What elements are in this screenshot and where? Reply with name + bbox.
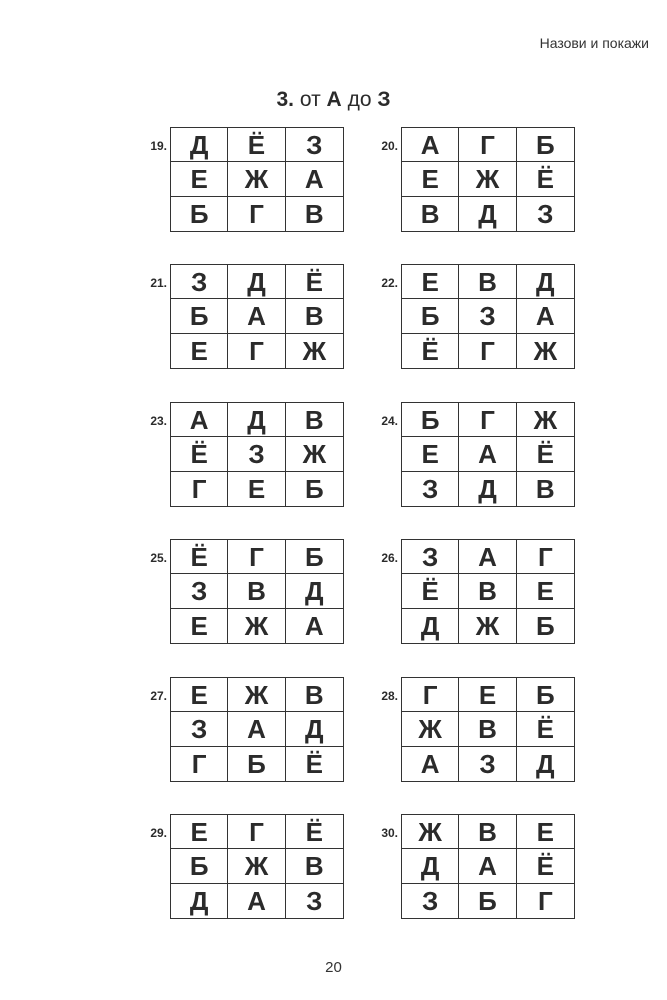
- letter-cell: А: [402, 747, 459, 781]
- letter-cell: Б: [517, 128, 574, 162]
- letter-cell: З: [537, 198, 554, 229]
- letter-grid: [170, 264, 344, 369]
- exercise-number: 24.: [381, 414, 398, 428]
- letter-grid: [170, 677, 344, 782]
- letter-cell: Ж: [402, 815, 459, 849]
- exercise-block: [368, 677, 667, 785]
- letter-cell: В: [286, 403, 343, 437]
- letter-cell: Ё: [402, 334, 459, 368]
- exercise-number: 19.: [150, 139, 167, 153]
- exercise-number: 27.: [150, 689, 167, 703]
- letter-cell: Ё: [228, 128, 285, 162]
- letter-cell: Г: [228, 334, 285, 368]
- letter-cell: Е: [402, 162, 459, 196]
- exercise-block: [368, 539, 667, 647]
- section-title: [0, 88, 667, 112]
- letter-cell: В: [459, 574, 516, 608]
- letter-cell: Б: [171, 849, 228, 883]
- letter-cell: В: [459, 265, 516, 299]
- letter-cell: Б: [304, 473, 324, 504]
- letter-cell: Ж: [302, 335, 327, 366]
- section-middle: до: [347, 88, 372, 111]
- letter-cell: Б: [517, 678, 574, 712]
- running-header: Назови и покажи: [539, 35, 649, 51]
- exercise-block: [368, 402, 667, 510]
- letter-cell: Б: [459, 884, 516, 918]
- exercise-block: [368, 127, 667, 235]
- letter-cell: Ж: [533, 335, 558, 366]
- letter-cell: В: [459, 712, 516, 746]
- letter-grid: [170, 814, 344, 919]
- letter-cell: Г: [537, 885, 553, 916]
- letter-cell: А: [517, 299, 574, 333]
- letter-cell: Ё: [517, 849, 574, 883]
- letter-cell: В: [286, 299, 343, 333]
- letter-cell: Д: [402, 609, 459, 643]
- letter-cell: Ж: [228, 609, 285, 643]
- letter-cell: Д: [517, 265, 574, 299]
- letter-cell: Г: [228, 815, 285, 849]
- letter-grid: [401, 264, 575, 369]
- exercise-number: 22.: [381, 276, 398, 290]
- letter-cell: Г: [459, 128, 516, 162]
- letter-cell: Ж: [286, 437, 343, 471]
- letter-cell: Ё: [517, 162, 574, 196]
- letter-cell: Е: [402, 437, 459, 471]
- letter-cell: А: [402, 128, 459, 162]
- exercise-number: 23.: [150, 414, 167, 428]
- letter-cell: Д: [286, 712, 343, 746]
- letter-cell: Ж: [459, 162, 516, 196]
- section-range-start: А: [326, 88, 342, 111]
- letter-cell: Е: [228, 472, 285, 506]
- letter-cell: Б: [286, 540, 343, 574]
- letter-cell: Д: [402, 849, 459, 883]
- letter-cell: Г: [171, 472, 228, 506]
- letter-cell: З: [459, 747, 516, 781]
- exercise-number: 30.: [381, 826, 398, 840]
- letter-cell: Ё: [286, 265, 343, 299]
- letter-cell: Ж: [228, 678, 285, 712]
- letter-cell: З: [286, 128, 343, 162]
- section-range-end: З: [377, 88, 391, 111]
- letter-cell: Е: [517, 574, 574, 608]
- letter-cell: Ё: [517, 437, 574, 471]
- letter-cell: З: [402, 472, 459, 506]
- letter-cell: В: [304, 198, 324, 229]
- letter-cell: З: [171, 265, 228, 299]
- exercise-number: 26.: [381, 551, 398, 565]
- letter-cell: Г: [517, 540, 574, 574]
- letter-cell: Е: [171, 609, 228, 643]
- letter-cell: Г: [459, 334, 516, 368]
- letter-cell: Ё: [517, 712, 574, 746]
- page-number: 20: [325, 959, 342, 976]
- letter-cell: Е: [402, 265, 459, 299]
- letter-cell: Ж: [402, 712, 459, 746]
- letter-cell: Д: [228, 403, 285, 437]
- letter-cell: А: [228, 299, 285, 333]
- letter-cell: Е: [171, 334, 228, 368]
- letter-cell: Ё: [171, 437, 228, 471]
- letter-cell: З: [171, 574, 228, 608]
- letter-grid: [401, 127, 575, 232]
- letter-cell: Ж: [459, 609, 516, 643]
- letter-cell: Б: [402, 403, 459, 437]
- letter-grid: [170, 402, 344, 507]
- letter-cell: Г: [402, 678, 459, 712]
- letter-cell: Д: [171, 128, 228, 162]
- letter-cell: Е: [171, 162, 228, 196]
- letter-cell: Ж: [228, 849, 285, 883]
- letter-cell: Б: [535, 610, 555, 641]
- letter-cell: З: [171, 712, 228, 746]
- letter-cell: Б: [171, 299, 228, 333]
- letter-cell: В: [459, 815, 516, 849]
- letter-cell: Г: [228, 540, 285, 574]
- letter-cell: Г: [459, 403, 516, 437]
- letter-cell: А: [459, 437, 516, 471]
- letter-cell: Д: [459, 472, 516, 506]
- letter-grid: [170, 539, 344, 644]
- letter-cell: А: [228, 712, 285, 746]
- exercise-number: 25.: [150, 551, 167, 565]
- letter-grid: [401, 539, 575, 644]
- letter-cell: З: [306, 885, 323, 916]
- letter-cell: Г: [228, 197, 285, 231]
- letter-cell: В: [286, 678, 343, 712]
- exercise-number: 28.: [381, 689, 398, 703]
- letter-cell: З: [402, 884, 459, 918]
- letter-cell: А: [228, 884, 285, 918]
- letter-cell: Г: [171, 747, 228, 781]
- exercise-number: 21.: [150, 276, 167, 290]
- letter-cell: Ж: [228, 162, 285, 196]
- letter-cell: Е: [459, 678, 516, 712]
- letter-cell: А: [171, 403, 228, 437]
- letter-grid: [401, 677, 575, 782]
- exercise-number: 29.: [150, 826, 167, 840]
- letter-cell: Д: [286, 574, 343, 608]
- letter-cell: А: [286, 162, 343, 196]
- letter-cell: Ё: [286, 815, 343, 849]
- exercise-block: [368, 264, 667, 372]
- letter-cell: Д: [536, 748, 555, 779]
- letter-cell: Б: [402, 299, 459, 333]
- section-number: 3.: [276, 88, 295, 111]
- letter-grid: [170, 127, 344, 232]
- letter-grid: [401, 814, 575, 919]
- exercise-number: 20.: [381, 139, 398, 153]
- letter-cell: Е: [171, 678, 228, 712]
- letter-cell: Ё: [171, 540, 228, 574]
- letter-cell: А: [304, 610, 324, 641]
- letter-cell: Б: [228, 747, 285, 781]
- letter-cell: Е: [171, 815, 228, 849]
- letter-cell: Д: [171, 884, 228, 918]
- letter-cell: Б: [171, 197, 228, 231]
- letter-cell: З: [402, 540, 459, 574]
- letter-cell: Ж: [517, 403, 574, 437]
- exercise-block: [368, 814, 667, 922]
- letter-grid: [401, 402, 575, 507]
- letter-cell: Д: [459, 197, 516, 231]
- letter-cell: В: [535, 473, 555, 504]
- letter-cell: Ё: [402, 574, 459, 608]
- letter-cell: В: [402, 197, 459, 231]
- letter-cell: З: [228, 437, 285, 471]
- letter-cell: З: [459, 299, 516, 333]
- letter-cell: В: [286, 849, 343, 883]
- letter-cell: Ё: [305, 748, 324, 779]
- section-prefix: от: [299, 88, 321, 111]
- letter-cell: Е: [517, 815, 574, 849]
- letter-cell: А: [459, 849, 516, 883]
- letter-cell: В: [228, 574, 285, 608]
- letter-cell: А: [459, 540, 516, 574]
- letter-cell: Д: [228, 265, 285, 299]
